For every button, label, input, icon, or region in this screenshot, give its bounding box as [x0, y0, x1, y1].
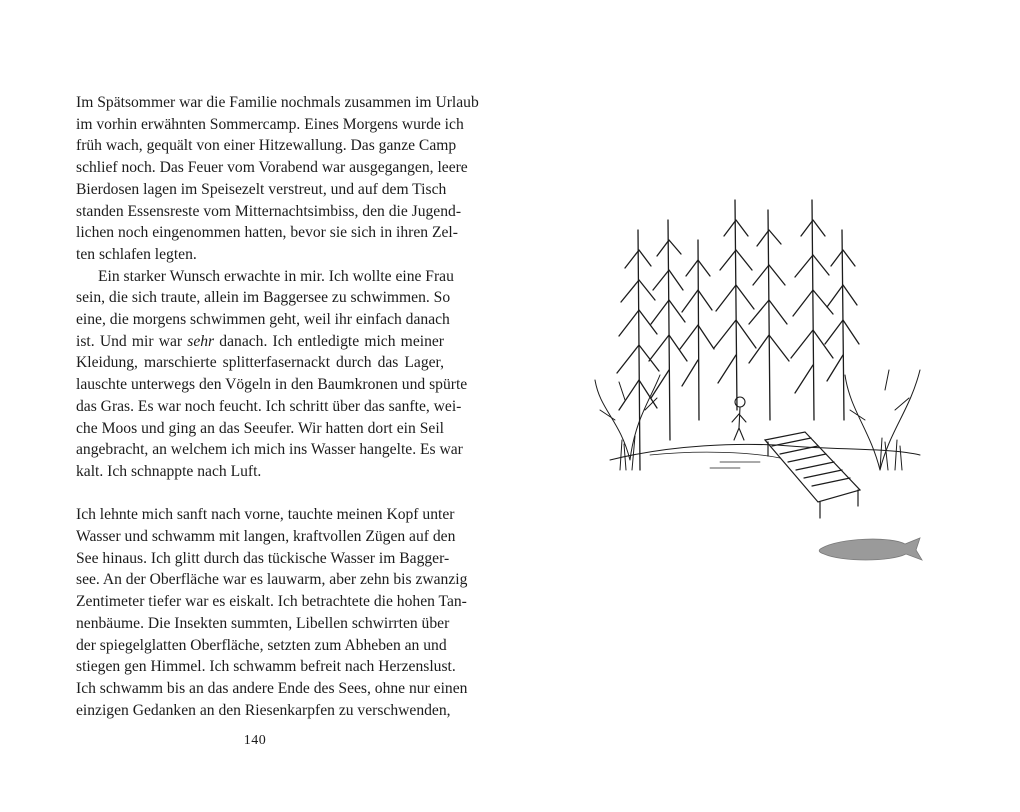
- text-line: der spiegelglatten Oberfläche, setzten zum Abheben an und: [76, 636, 447, 654]
- text-line: standen Essensreste vom Mitternachtsimbiss, den die Jugend-: [76, 202, 462, 220]
- section-gap: [76, 483, 444, 505]
- text-line: nenbäume. Die Insekten summten, Libellen schwirrten über: [76, 614, 450, 632]
- lake-water: [650, 452, 780, 468]
- paragraph-1: [76, 92, 479, 266]
- figure: [732, 397, 746, 440]
- jetty: [765, 432, 860, 518]
- fish-drawing: [819, 538, 922, 560]
- fir-tree: [749, 210, 789, 420]
- text-line: Ein starker Wunsch erwachte in mir. Ich wollte eine Frau: [98, 267, 454, 285]
- text-line: Im Spätsommer war die Familie nochmals zusammen im Urlaub: [76, 94, 479, 111]
- text-line: angebracht, an welchem ich mich ins Wasser hangelte. Es war: [76, 441, 463, 459]
- text-line: stiegen gen Himmel. Ich schwamm befreit nach Herzenslust.: [76, 658, 456, 676]
- fir-tree: [714, 200, 756, 410]
- bush-right: [845, 370, 920, 470]
- text-line: eine, die morgens schwimmen geht, weil ihr einfach danach: [76, 311, 450, 329]
- text-line: See hinaus. Ich glitt durch das tückische Wasser im Bagger-: [76, 549, 450, 567]
- right-page: [510, 0, 1020, 812]
- text-fragment: ist. Und mir war: [76, 332, 188, 350]
- text-line: Kleidung, marschierte splitterfasernackt durch das Lager,: [76, 354, 444, 372]
- bush-left: [595, 375, 660, 460]
- shore-reeds: [610, 436, 920, 470]
- text-line: lichen noch eingenommen hatten, bevor sie sich in ihren Zel-: [76, 224, 458, 242]
- text-line: Bierdosen lagen im Speisezelt verstreut, und auf dem Tisch: [76, 180, 447, 198]
- text-line: Ich lehnte mich sanft nach vorne, tauchte meinen Kopf unter: [76, 506, 455, 524]
- paragraph-3: [76, 504, 468, 721]
- text-fragment: danach. Ich entledigte mich meiner: [214, 332, 444, 350]
- text-line: Wasser und schwamm mit langen, kraftvollen Zügen auf den: [76, 528, 456, 546]
- text-line: einzigen Gedanken an den Riesenkarpfen zu verschwenden,: [76, 701, 451, 719]
- text-line: ten schlafen legten.: [76, 245, 197, 263]
- text-line-with-emphasis: [76, 331, 444, 353]
- paragraph-2: [76, 266, 468, 483]
- fir-tree: [680, 240, 714, 420]
- fir-tree: [791, 200, 833, 420]
- text-line: im vorhin erwähnten Sommercamp. Eines Morgens wurde ich: [76, 115, 464, 133]
- text-line: kalt. Ich schnappte nach Luft.: [76, 462, 262, 480]
- fir-tree: [825, 230, 859, 420]
- text-line: sein, die sich traute, allein im Baggersee zu schwimmen. So: [76, 289, 451, 307]
- text-line: Ich schwamm bis an das andere Ende des Sees, ohne nur einen: [76, 679, 468, 697]
- text-line: lauschte unterwegs den Vögeln in den Baumkronen und spürte: [76, 376, 468, 394]
- text-line: see. An der Oberfläche war es lauwarm, aber zehn bis zwanzig: [76, 571, 468, 589]
- emphasized-word: sehr: [187, 332, 215, 350]
- body-text: [76, 92, 479, 721]
- text-line: das Gras. Es war noch feucht. Ich schritt über das sanfte, wei-: [76, 397, 462, 415]
- text-line: Zentimeter tiefer war es eiskalt. Ich betrachtete die hohen Tan-: [76, 593, 467, 611]
- text-line: früh wach, gequält von einer Hitzewallung. Das ganze Camp: [76, 137, 457, 155]
- page-number: 140: [243, 733, 267, 748]
- fir-tree: [617, 230, 659, 470]
- text-line: che Moos und ging an das Seeufer. Wir hatten dort ein Seil: [76, 419, 444, 437]
- forest-lake-illustration: [590, 170, 930, 580]
- text-line: schlief noch. Das Feuer vom Vorabend war ausgegangen, leere: [76, 159, 468, 177]
